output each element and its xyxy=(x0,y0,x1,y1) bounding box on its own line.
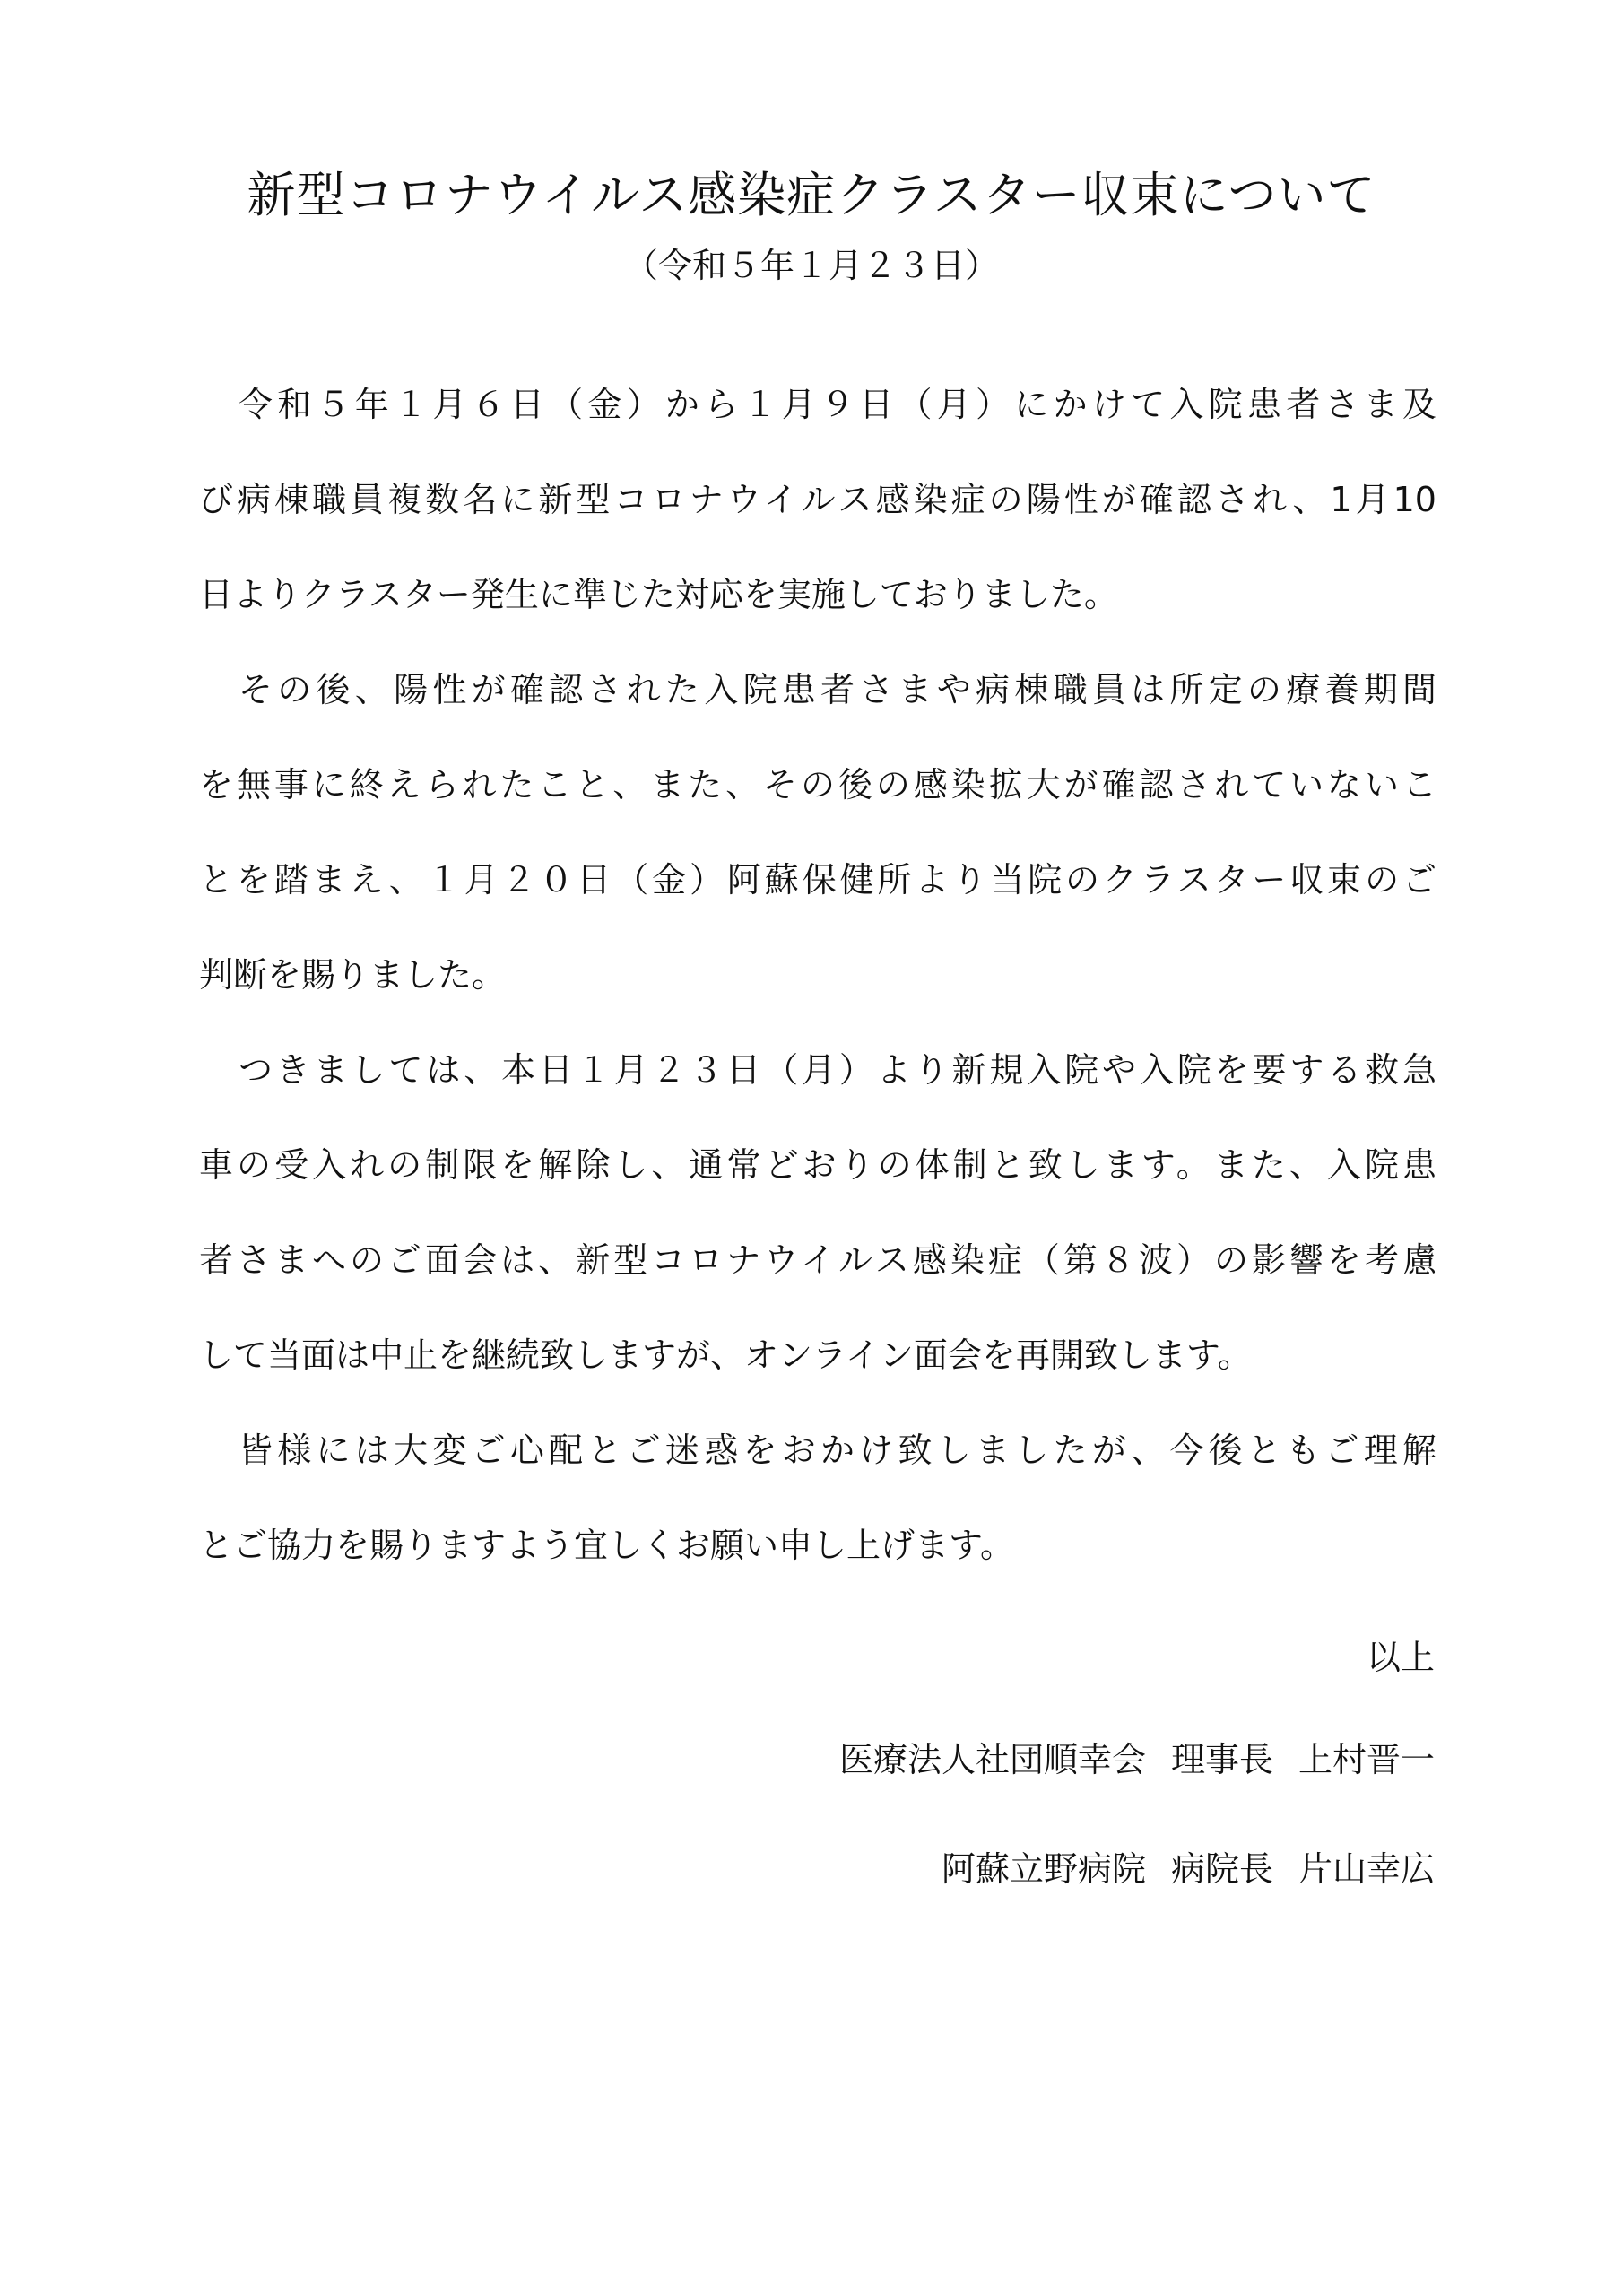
paragraph-4-line-1: 皆様には大変ご心配とご迷惑をおかけ致しましたが、今後ともご理解 xyxy=(239,1431,1436,1470)
paragraph-4-line-2: とご協力を賜りますよう宜しくお願い申し上げます。 xyxy=(199,1526,1014,1565)
signature-name: 上村晋一 xyxy=(1298,1740,1435,1779)
signature-chairman xyxy=(839,1733,1435,1787)
closing-remark: 以上 xyxy=(1366,1638,1435,1677)
signature-name: 片山幸広 xyxy=(1298,1849,1435,1889)
signature-organization: 阿蘇立野病院 xyxy=(941,1849,1146,1889)
paragraph-2-line-1: その後、陽性が確認された入院患者さまや病棟職員は所定の療養期間 xyxy=(239,670,1436,709)
paragraph-2-line-4: 判断を賜りました。 xyxy=(199,955,507,995)
signature-organization: 医療法人社団順幸会 xyxy=(838,1740,1146,1779)
document-body xyxy=(199,357,1436,1593)
signature-director xyxy=(942,1842,1435,1896)
paragraph-2-line-3: とを踏まえ、１月２０日（金）阿蘇保健所より当院のクラスター収束のご xyxy=(199,860,1436,900)
signature-role: 病院長 xyxy=(1170,1849,1273,1889)
paragraph-1-line-1: 令和５年１月６日（金）から１月９日（月）にかけて入院患者さま及 xyxy=(239,385,1436,424)
document-title: 新型コロナウイルス感染症クラスター収束について xyxy=(247,167,1376,223)
paragraph-3-line-3: 者さまへのご面会は、新型コロナウイルス感染症（第８波）の影響を考慮 xyxy=(199,1240,1436,1280)
document-date: （令和５年１月２３日） xyxy=(623,246,999,285)
paragraph-3-line-1: つきましては、本日１月２３日（月）より新規入院や入院を要する救急 xyxy=(239,1050,1436,1090)
paragraph-3-line-4: して当面は中止を継続致しますが、オンライン面会を再開致します。 xyxy=(199,1335,1252,1375)
paragraph-1-line-3: 日よりクラスター発生に準じた対応を実施しておりました。 xyxy=(199,575,1118,614)
paragraph-3-line-2: 車の受入れの制限を解除し、通常どおりの体制と致します。また、入院患 xyxy=(199,1145,1436,1185)
paragraph-2-line-2: を無事に終えられたこと、また、その後の感染拡大が確認されていないこ xyxy=(199,765,1436,804)
signature-role: 理事長 xyxy=(1170,1740,1273,1779)
paragraph-1-line-2: び病棟職員複数名に新型コロナウイルス感染症の陽性が確認され、1月10 xyxy=(199,480,1436,519)
